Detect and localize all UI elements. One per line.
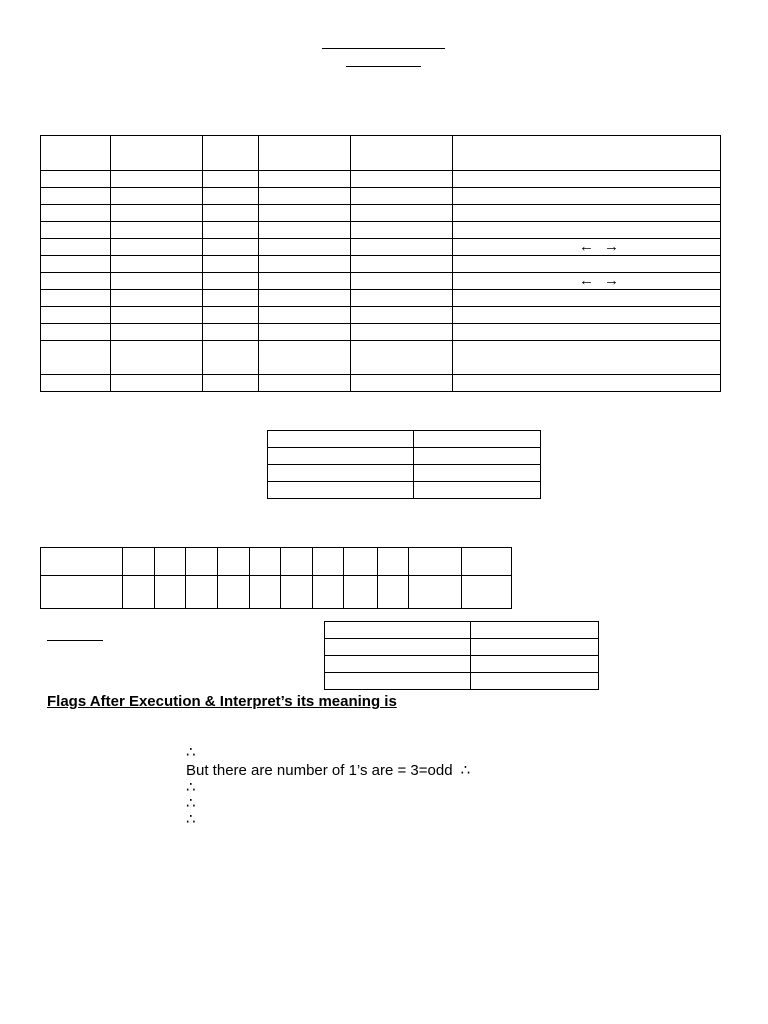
- main-table-row: [41, 307, 721, 324]
- therefore-icon: ∴: [460, 762, 471, 779]
- main-table-row: [41, 188, 721, 205]
- main-table-row: [41, 205, 721, 222]
- main-table-row: [41, 171, 721, 188]
- register-table-row: [268, 482, 541, 499]
- result-table: [324, 621, 599, 690]
- result-table-row: [325, 622, 599, 639]
- register-table-row: [268, 431, 541, 448]
- main-table-row: [41, 239, 721, 256]
- right-arrow-icon: →: [604, 272, 629, 289]
- left-arrow-icon: ←: [579, 272, 604, 289]
- therefore-icon: ∴: [186, 795, 196, 812]
- flags-table-header-row: [41, 548, 512, 576]
- main-table-row: [41, 341, 721, 375]
- main-table: [40, 135, 721, 392]
- swap-arrows: [579, 239, 629, 254]
- title-rule-upper: [322, 48, 445, 49]
- main-table-row: [41, 273, 721, 290]
- label-underline: [47, 640, 103, 641]
- therefore-icon: ∴: [186, 811, 196, 828]
- main-table-row: [41, 222, 721, 239]
- register-table-row: [268, 448, 541, 465]
- flags-heading: Flags After Execution & Interpret’s its meaning is: [47, 693, 397, 710]
- left-arrow-icon: ←: [579, 238, 604, 255]
- parity-explanation-text: But there are number of 1’s are = 3=odd: [186, 762, 453, 779]
- result-table-row: [325, 656, 599, 673]
- register-table: [267, 430, 541, 499]
- flags-table-value-row: [41, 576, 512, 609]
- swap-arrows: [579, 273, 629, 288]
- title-rule-lower: [346, 66, 421, 67]
- result-table-row: [325, 639, 599, 656]
- right-arrow-icon: →: [604, 238, 629, 255]
- register-table-row: [268, 465, 541, 482]
- therefore-icon: ∴: [186, 779, 196, 796]
- main-table-row: [41, 324, 721, 341]
- main-table-row: [41, 375, 721, 392]
- therefore-icon: ∴: [186, 744, 196, 761]
- result-table-row: [325, 673, 599, 690]
- parity-explanation: [186, 761, 470, 779]
- main-table-row: [41, 256, 721, 273]
- flags-table: [40, 547, 512, 609]
- main-table-header-row: [41, 136, 721, 171]
- main-table-row: [41, 290, 721, 307]
